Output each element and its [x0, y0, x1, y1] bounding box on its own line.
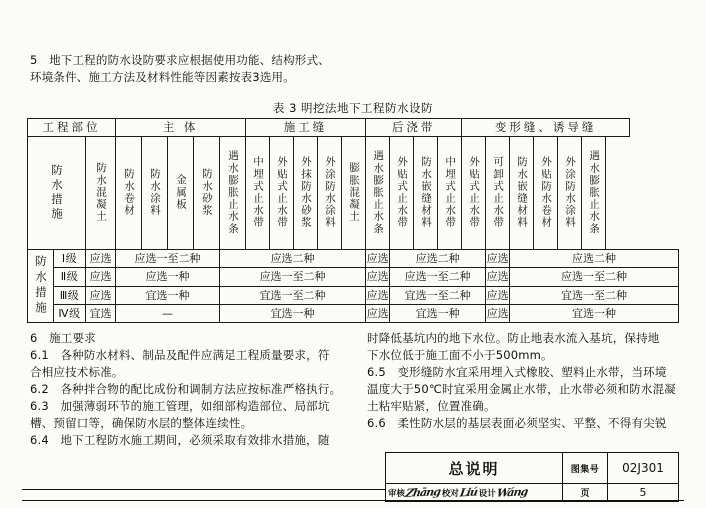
- design-signature-group: [477, 484, 527, 501]
- cell-concrete: 宜选: [86, 304, 116, 322]
- design-signature: Wáng: [495, 485, 529, 500]
- col-joint-3: 外抹防水砂浆: [294, 137, 318, 250]
- cell-deform: 宜选一至二种: [510, 286, 679, 304]
- title-block-row-signatures: [386, 483, 678, 501]
- section-6-5-line-1: 6.5 变形缝防水宜采用埋入式橡胶、塑料止水带，当环境: [367, 365, 667, 379]
- col-deform-0: 中埋式止水带: [438, 137, 462, 250]
- footer-left-rule: [22, 489, 386, 490]
- check-signature-group: [440, 484, 477, 501]
- col-main-0: 防水混凝土: [86, 137, 116, 250]
- col-joint-2: 外贴式止水带: [270, 137, 294, 250]
- cell-deform: 应选一至二种: [510, 268, 679, 286]
- cell-concrete: 应选: [86, 268, 116, 286]
- row-label-measure: 防水措施: [28, 250, 54, 323]
- cell-main: —: [116, 304, 220, 322]
- section-6-1-line-1: 6.1 各种防水材料、制品及配件应满足工程质量要求，符: [30, 348, 330, 362]
- col-postcast-2: 外贴式止水带: [390, 137, 414, 250]
- table-row: [28, 286, 679, 304]
- header-cell-deform: 变形缝、诱导缝: [462, 119, 630, 137]
- table-row: [28, 268, 679, 286]
- cell-deform: 应选二种: [510, 250, 679, 268]
- table-row: [28, 250, 679, 268]
- col-postcast-1: 遇水膨胀止水条: [366, 137, 390, 250]
- cell-joint: 应选一至二种: [220, 268, 366, 286]
- cell-main: 应选一种: [116, 268, 220, 286]
- col-postcast-0: 膨胀混凝土: [342, 137, 366, 250]
- table-title: 表 3 明挖法地下工程防水设防: [272, 101, 434, 115]
- section-6-2: 6.2 各种拌合物的配比成份和调制方法应按标准严格执行。: [30, 382, 342, 396]
- header-cell-main: 主 体: [116, 119, 246, 137]
- header-cell-postcast: 后浇带: [366, 119, 462, 137]
- cell-postcast-expand: 应选: [366, 286, 390, 304]
- cell-main: 宜选一种: [116, 286, 220, 304]
- design-label: 设计: [478, 488, 496, 499]
- header-cell-part: 工程部位: [28, 119, 116, 137]
- section-6-5-line-2: 温度大于50℃时宜采用金属止水带，止水带必须和防水混凝: [367, 382, 676, 396]
- page-bottom-rule: [22, 500, 684, 501]
- cell-deform-embed: 应选: [486, 304, 510, 322]
- body-column-right: [367, 330, 697, 432]
- cell-postcast-expand: 应选: [366, 250, 390, 268]
- atlas-number-value: 02J301: [607, 453, 678, 483]
- cell-deform: 宜选一种: [510, 304, 679, 322]
- section-6-1-line-2: 合相应技术标准。: [30, 365, 124, 379]
- section-6-4-cont-line-2: 下水位低于施工面不小于500mm。: [367, 348, 553, 362]
- body-column-left: [30, 330, 360, 449]
- cell-deform-embed: 应选: [486, 268, 510, 286]
- table-header-row: [28, 119, 679, 137]
- drawing-title: 总说明: [448, 459, 500, 478]
- check-label: 校对: [441, 488, 459, 499]
- row-grade: Ⅱ级: [54, 268, 86, 286]
- section-6-3-line-1: 6.3 加强薄弱环节的施工管理，如细部构造部位、局部坑: [30, 399, 330, 413]
- row-grade: Ⅳ级: [54, 304, 86, 322]
- cell-joint: 宜选一种: [220, 304, 366, 322]
- section-6-4-cont-line-1: 时降低基坑内的地下水位。防止地表水流入基坑，保持地: [367, 331, 660, 345]
- cell-concrete: 应选: [86, 250, 116, 268]
- cell-postcast: 宜选一至二种: [390, 286, 486, 304]
- col-main-2: 防水涂料: [142, 137, 168, 250]
- title-block: [385, 452, 679, 502]
- measure-label: 防水措施: [50, 163, 64, 222]
- section-6-heading: 6 施工要求: [30, 331, 96, 345]
- section-6-6: 6.6 柔性防水层的基层表面必须坚实、平整、不得有尖锐: [367, 416, 667, 430]
- cell-joint: 宜选一至二种: [220, 286, 366, 304]
- col-joint-4: 外涂防水涂料: [318, 137, 342, 250]
- intro-line-2: 环境条件、施工方法及材料性能等因素按表3选用。: [30, 70, 295, 84]
- cell-postcast: 宜选一种: [390, 304, 486, 322]
- cell-deform-embed: 应选: [486, 250, 510, 268]
- review-label: 审核: [388, 488, 406, 499]
- col-main-4: 防水砂浆: [194, 137, 220, 250]
- col-deform-1: 外贴式止水带: [462, 137, 486, 250]
- cell-postcast: 应选二种: [390, 250, 486, 268]
- table-subheader-row: [28, 137, 679, 250]
- col-postcast-3: 防水嵌缝材料: [414, 137, 438, 250]
- waterproofing-table: [27, 118, 679, 323]
- section-6-3-line-2: 槽、预留口等，确保防水层的整体连续性。: [30, 416, 253, 430]
- cell-postcast: 应选一至二种: [390, 268, 486, 286]
- intro-line-1: 5 地下工程的防水设防要求应根据使用功能、结构形式、: [30, 53, 330, 67]
- page-label: 页: [562, 484, 607, 501]
- col-main-3: 金属板: [168, 137, 194, 250]
- section-6-4: 6.4 地下工程防水施工期间，必须采取有效排水措施，随: [30, 433, 330, 447]
- title-block-row-main: [386, 453, 678, 483]
- section-6-5-line-3: 土粘牢贴紧，位置准确。: [367, 399, 496, 413]
- review-signature-group: [386, 484, 440, 501]
- atlas-number-label: 图集号: [562, 453, 607, 483]
- subheader-measure: [28, 137, 86, 250]
- col-deform-2: 可卸式止水带: [486, 137, 510, 250]
- col-deform-3: 防水嵌缝材料: [510, 137, 534, 250]
- cell-postcast-expand: 应选: [366, 304, 390, 322]
- signature-group: [386, 484, 562, 501]
- row-grade: Ⅲ级: [54, 286, 86, 304]
- cell-concrete: 应选: [86, 286, 116, 304]
- cell-postcast-expand: 应选: [366, 268, 390, 286]
- col-joint-1: 中埋式止水带: [246, 137, 270, 250]
- intro-paragraph: [30, 52, 680, 86]
- col-joint-0: 遇水膨胀止水条: [220, 137, 246, 250]
- header-cell-joint: 施工缝: [246, 119, 366, 137]
- col-deform-6: 遇水膨胀止水条: [582, 137, 606, 250]
- page-number: 5: [607, 484, 678, 501]
- cell-deform-embed: 应选: [486, 286, 510, 304]
- row-grade: Ⅰ级: [54, 250, 86, 268]
- cell-main: 应选一至二种: [116, 250, 220, 268]
- check-signature: Liú: [458, 485, 478, 500]
- table-row: [28, 304, 679, 322]
- review-signature: Zhāng: [404, 485, 442, 500]
- col-deform-5: 外涂防水涂料: [558, 137, 582, 250]
- col-main-1: 防水卷材: [116, 137, 142, 250]
- col-deform-4: 外贴防水卷材: [534, 137, 558, 250]
- cell-joint: 应选二种: [220, 250, 366, 268]
